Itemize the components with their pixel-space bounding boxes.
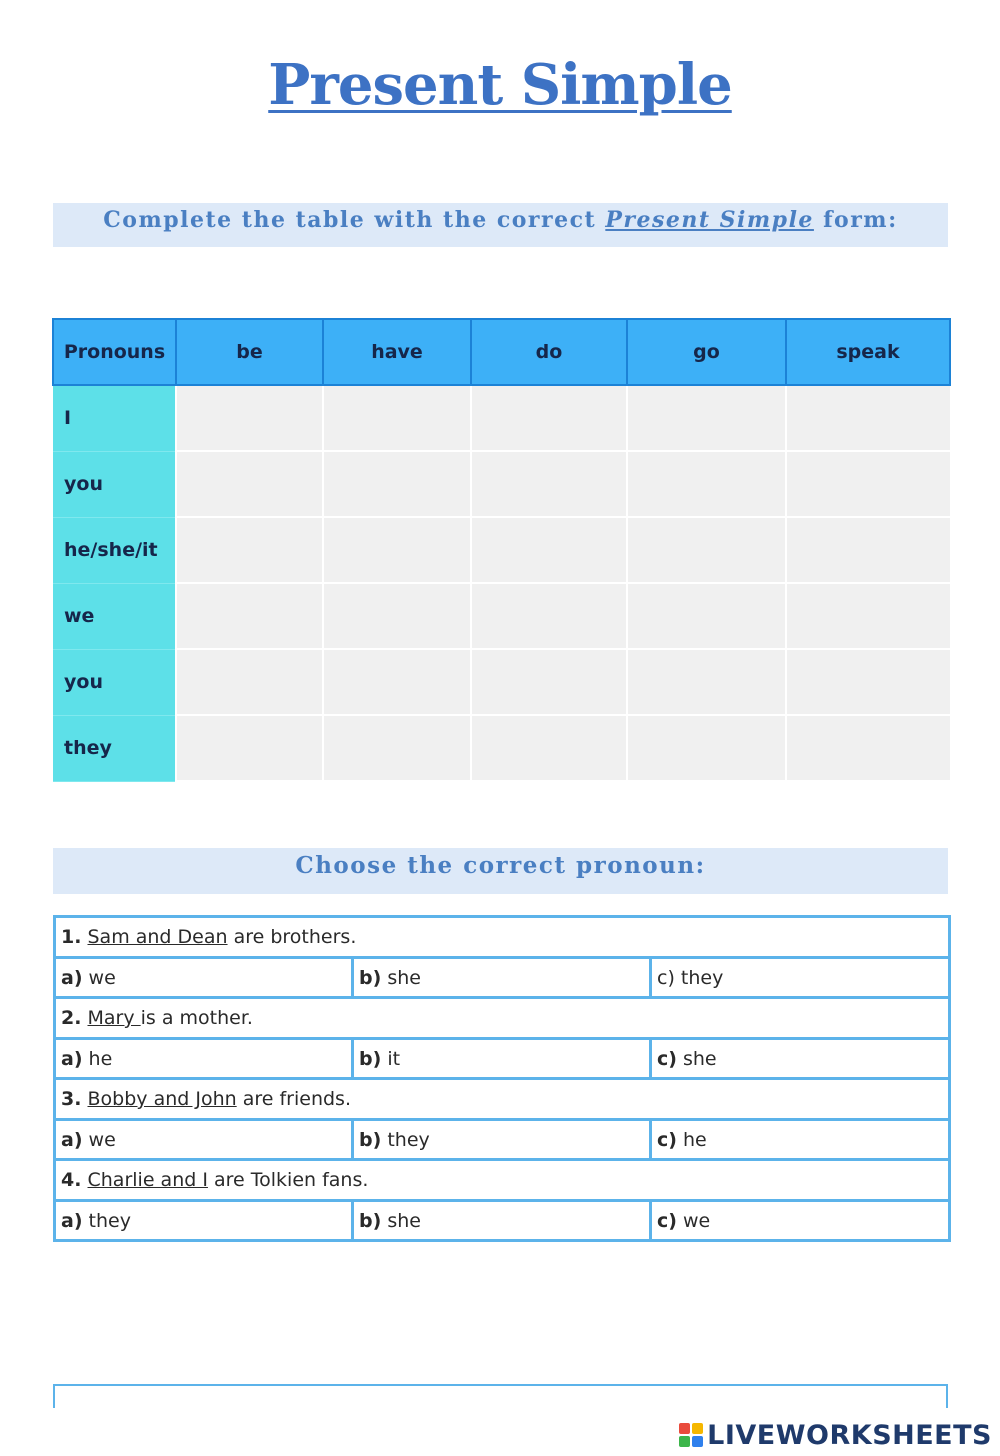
answer-cell[interactable] [176,451,323,517]
answer-cell[interactable] [176,385,323,451]
answer-cell[interactable] [323,583,471,649]
table-row [53,451,950,517]
options-row [55,1201,950,1241]
answer-cell[interactable] [176,649,323,715]
answer-cell[interactable] [786,715,950,781]
option-a[interactable]: a) we [55,958,353,998]
instruction-text-end: form: [813,207,898,233]
question-subject: Bobby and John [87,1088,237,1110]
answer-cell[interactable] [176,715,323,781]
answer-cell[interactable] [627,451,786,517]
answer-cell[interactable] [786,583,950,649]
answer-cell[interactable] [323,517,471,583]
question-row [55,917,950,958]
table-instruction-banner [53,203,948,247]
question-text: 1. Sam and Dean are brothers. [55,917,950,958]
header-speak: speak [786,319,950,385]
option-b[interactable]: b) it [353,1039,651,1079]
option-a[interactable]: a) they [55,1201,353,1241]
page-title: Present Simple [268,52,732,118]
watermark-text: LIVEWORKSHEETS [707,1419,992,1451]
pronoun-cell: they [53,715,176,781]
question-row [55,1160,950,1201]
answer-cell[interactable] [786,385,950,451]
pronoun-cell: he/she/it [53,517,176,583]
answer-cell[interactable] [323,649,471,715]
table-row [53,715,950,781]
question-row [55,1079,950,1120]
header-do: do [471,319,627,385]
question-subject: Mary [87,1007,141,1029]
pronoun-instruction-banner: Choose the correct pronoun: [53,848,948,894]
table-row [53,649,950,715]
options-row [55,1039,950,1079]
answer-cell[interactable] [323,451,471,517]
options-row [55,958,950,998]
option-b[interactable]: b) she [353,1201,651,1241]
options-row [55,1120,950,1160]
answer-cell[interactable] [471,583,627,649]
option-c[interactable]: c) she [651,1039,950,1079]
liveworksheets-watermark [679,1418,992,1452]
liveworksheets-logo-icon [679,1423,703,1447]
pronoun-cell: you [53,451,176,517]
answer-cell[interactable] [627,385,786,451]
answer-cell[interactable] [471,715,627,781]
question-text: 4. Charlie and I are Tolkien fans. [55,1160,950,1201]
answer-cell[interactable] [471,385,627,451]
conjugation-header-row [53,319,950,385]
option-c[interactable]: c) they [651,958,950,998]
header-pronouns: Pronouns [53,319,176,385]
option-c[interactable]: c) he [651,1120,950,1160]
option-a[interactable]: a) he [55,1039,353,1079]
answer-cell[interactable] [323,385,471,451]
header-go: go [627,319,786,385]
answer-cell[interactable] [471,517,627,583]
header-have: have [323,319,471,385]
pronoun-cell: I [53,385,176,451]
answer-cell[interactable] [627,649,786,715]
table-row [53,583,950,649]
answer-cell[interactable] [786,517,950,583]
question-row [55,998,950,1039]
answer-cell[interactable] [627,517,786,583]
table-row [53,517,950,583]
table-row [53,385,950,451]
option-b[interactable]: b) she [353,958,651,998]
question-subject: Sam and Dean [87,926,228,948]
header-be: be [176,319,323,385]
pronoun-cell: we [53,583,176,649]
answer-cell[interactable] [176,583,323,649]
option-c[interactable]: c) we [651,1201,950,1241]
answer-cell[interactable] [627,583,786,649]
instruction-emphasis: Present Simple [605,207,814,233]
question-subject: Charlie and I [87,1169,208,1191]
next-section-box [53,1384,948,1408]
answer-cell[interactable] [471,451,627,517]
conjugation-table [52,318,951,782]
pronoun-cell: you [53,649,176,715]
answer-cell[interactable] [471,649,627,715]
answer-cell[interactable] [323,715,471,781]
instruction-text: Complete the table with the correct [103,207,606,233]
answer-cell[interactable] [627,715,786,781]
option-b[interactable]: b) they [353,1120,651,1160]
question-text: 3. Bobby and John are friends. [55,1079,950,1120]
option-a[interactable]: a) we [55,1120,353,1160]
answer-cell[interactable] [176,517,323,583]
question-text: 2. Mary is a mother. [55,998,950,1039]
answer-cell[interactable] [786,649,950,715]
answer-cell[interactable] [786,451,950,517]
multiple-choice-table [53,915,951,1242]
